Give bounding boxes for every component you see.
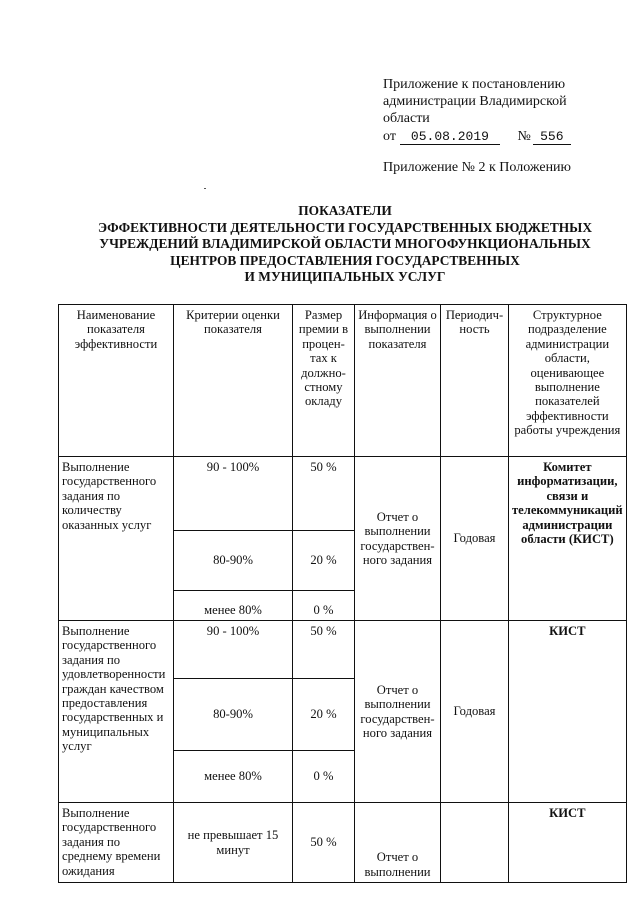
row2-criteria-2: 80-90% bbox=[174, 679, 293, 751]
document-title bbox=[60, 203, 630, 286]
row2-period: Годовая bbox=[441, 621, 509, 803]
header-bonus: Размер премии в процен-тах к должно-стному окладу bbox=[293, 305, 355, 457]
table-row bbox=[59, 621, 627, 679]
appendix-block bbox=[383, 76, 623, 176]
header-dept: Структурное подразделение администрации области, оценивающее выполнение показателей эффективности работы учреждения bbox=[509, 305, 627, 457]
row1-info: Отчет о выполнении государствен-ного задания bbox=[355, 457, 441, 621]
row2-criteria-3: менее 80% bbox=[174, 751, 293, 803]
decree-number: 556 bbox=[533, 129, 571, 145]
appendix-line-3: области bbox=[383, 111, 430, 126]
row2-dept: КИСТ bbox=[509, 621, 627, 803]
row1-bonus-1: 50 % bbox=[293, 457, 355, 531]
appendix-line-2: администрации Владимирской bbox=[383, 94, 567, 109]
decree-date: 05.08.2019 bbox=[400, 129, 500, 145]
row3-period bbox=[441, 803, 509, 883]
row1-name: Выполнение государственного задания по количеству оказанных услуг bbox=[59, 457, 174, 621]
row2-bonus-1: 50 % bbox=[293, 621, 355, 679]
title-line-4: ЦЕНТРОВ ПРЕДОСТАВЛЕНИЯ ГОСУДАРСТВЕННЫХ bbox=[170, 252, 520, 268]
decree-date-number bbox=[383, 128, 623, 145]
scan-speck bbox=[204, 188, 206, 189]
header-name: Наименование показателя эффективности bbox=[59, 305, 174, 457]
title-line-1: ПОКАЗАТЕЛИ bbox=[298, 203, 392, 218]
row1-criteria-1: 90 - 100% bbox=[174, 457, 293, 531]
row2-bonus-3: 0 % bbox=[293, 751, 355, 803]
row3-bonus-1: 50 % bbox=[293, 803, 355, 883]
row1-bonus-2: 20 % bbox=[293, 531, 355, 591]
title-line-2: ЭФФЕКТИВНОСТИ ДЕЯТЕЛЬНОСТИ ГОСУДАРСТВЕННЫХ БЮДЖЕТНЫХ bbox=[97, 219, 592, 235]
row1-period: Годовая bbox=[441, 457, 509, 621]
from-label: от bbox=[383, 129, 396, 144]
row1-dept: Комитет информатизации, связи и телекоммуникаций администрации области (КИСТ) bbox=[509, 457, 627, 621]
row2-name: Выполнение государственного задания по удовлетворенности граждан качеством предоставления государственных и муниципальных услуг bbox=[59, 621, 174, 803]
row2-criteria-1: 90 - 100% bbox=[174, 621, 293, 679]
row1-criteria-3: менее 80% bbox=[174, 591, 293, 621]
indicators-table bbox=[58, 304, 627, 883]
row2-info: Отчет о выполнении государствен-ного задания bbox=[355, 621, 441, 803]
header-info: Информация о выполнении показателя bbox=[355, 305, 441, 457]
table-row bbox=[59, 803, 627, 883]
row3-dept: КИСТ bbox=[509, 803, 627, 883]
table-row bbox=[59, 457, 627, 531]
title-line-3: УЧРЕЖДЕНИЙ ВЛАДИМИРСКОЙ ОБЛАСТИ МНОГОФУНКЦИОНАЛЬНЫХ bbox=[99, 236, 591, 252]
row1-bonus-3: 0 % bbox=[293, 591, 355, 621]
table-header-row bbox=[59, 305, 627, 457]
appendix-line-1: Приложение к постановлению bbox=[383, 77, 566, 92]
number-label: № bbox=[517, 129, 531, 144]
row3-info: Отчет о выполнении bbox=[355, 803, 441, 883]
row3-name: Выполнение государственного задания по среднему времени ожидания bbox=[59, 803, 174, 883]
header-criteria: Критерии оценки показателя bbox=[174, 305, 293, 457]
header-period: Периодич-ность bbox=[441, 305, 509, 457]
row1-criteria-2: 80-90% bbox=[174, 531, 293, 591]
row3-criteria-1: не превышает 15 минут bbox=[174, 803, 293, 883]
title-line-5: И МУНИЦИПАЛЬНЫХ УСЛУГ bbox=[244, 269, 446, 285]
row2-bonus-2: 20 % bbox=[293, 679, 355, 751]
appendix-2-line: Приложение № 2 к Положению bbox=[383, 160, 572, 175]
